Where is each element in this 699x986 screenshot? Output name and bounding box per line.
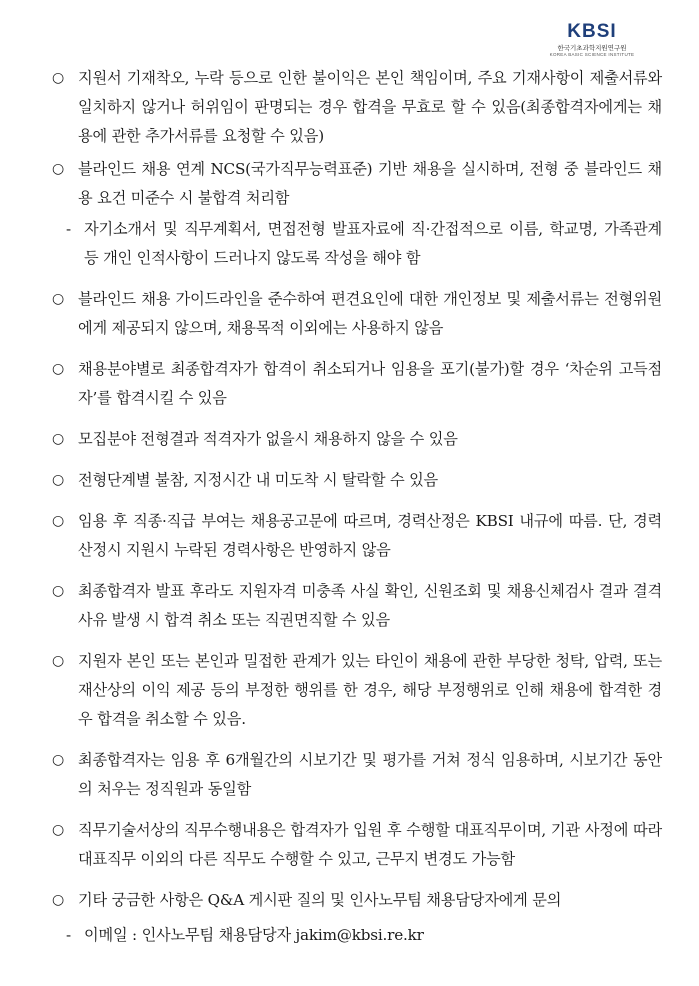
circle-bullet-icon: ○ [52, 431, 65, 447]
circle-bullet-icon: ○ [52, 822, 65, 838]
notice-item [52, 155, 662, 213]
circle-bullet-icon: ○ [52, 70, 65, 86]
notice-item-text: 채용분야별로 최종합격자가 합격이 취소되거나 임용을 포기(불가)할 경우 ‘차순위 고득점자’를 합격시킬 수 있음 [78, 360, 662, 407]
circle-bullet-icon: ○ [52, 752, 65, 768]
circle-bullet-icon: ○ [52, 513, 65, 529]
notice-item-text: 지원자 본인 또는 본인과 밀접한 관계가 있는 타인이 채용에 관한 부당한 청탁, 압력, 또는 재산상의 이익 제공 등의 부정한 행위를 한 경우, 해당 부정행위로 인해 채용에 합격한 경우 합격을 취소할 수 있음. [78, 652, 662, 728]
notice-item [52, 647, 662, 734]
notice-item-text: 임용 후 직종·직급 부여는 채용공고문에 따르며, 경력산정은 KBSI 내규에 따름. 단, 경력산정시 지원시 누락된 경력사항은 반영하지 않음 [78, 512, 662, 559]
notice-item-text: 최종합격자 발표 후라도 지원자격 미충족 사실 확인, 신원조회 및 채용신체검사 결과 결격사유 발생 시 합격 취소 또는 직권면직할 수 있음 [78, 582, 662, 629]
notice-item [52, 886, 662, 915]
notice-item [52, 355, 662, 413]
circle-bullet-icon: ○ [52, 361, 65, 377]
notice-sub-item [52, 921, 662, 950]
notice-item-text: 블라인드 채용 가이드라인을 준수하여 편견요인에 대한 개인정보 및 제출서류는 전형위원에게 제공되지 않으며, 채용목적 이외에는 사용하지 않음 [78, 290, 662, 337]
notice-item-text: 기타 궁금한 사항은 Q&A 게시판 질의 및 인사노무팀 채용담당자에게 문의 [78, 891, 562, 909]
kbsi-logo [537, 22, 647, 58]
circle-bullet-icon: ○ [52, 653, 65, 669]
notice-item [52, 816, 662, 874]
notice-item [52, 507, 662, 565]
notice-sub-item [52, 215, 662, 273]
logo-korean-name: 한국기초과학지원연구원 [557, 44, 627, 52]
circle-bullet-icon: ○ [52, 892, 65, 908]
circle-bullet-icon: ○ [52, 291, 65, 307]
notice-item-text: 최종합격자는 임용 후 6개월간의 시보기간 및 평가를 거쳐 정식 임용하며, 시보기간 동안의 처우는 정직원과 동일함 [78, 751, 662, 798]
logo-english-name: KOREA BASIC SCIENCE INSTITUTE [549, 52, 635, 57]
dash-bullet: - [66, 926, 71, 944]
notice-item [52, 64, 662, 151]
notice-item-text: 지원서 기재착오, 누락 등으로 인한 불이익은 본인 책임이며, 주요 기재사항이 제출서류와 일치하지 않거나 허위임이 판명되는 경우 합격을 무효로 할 수 있음(최종합격자에게는 채용에 관한 추가서류를 요청할 수 있음) [78, 69, 662, 145]
notice-item [52, 466, 662, 495]
notice-sub-item-text: 자기소개서 및 직무계획서, 면접전형 발표자료에 직·간접적으로 이름, 학교명, 가족관계 등 개인 인적사항이 드러나지 않도록 작성을 해야 함 [84, 220, 662, 267]
contact-email-text: 이메일 : 인사노무팀 채용담당자 jakim@kbsi.re.kr [84, 926, 424, 944]
notice-list [52, 64, 662, 950]
notice-item [52, 746, 662, 804]
circle-bullet-icon: ○ [52, 161, 65, 177]
circle-bullet-icon: ○ [52, 583, 65, 599]
notice-item [52, 577, 662, 635]
notice-item [52, 425, 662, 454]
notice-item-text: 전형단계별 불참, 지정시간 내 미도착 시 탈락할 수 있음 [78, 471, 439, 489]
notice-item [52, 285, 662, 343]
logo-mark: KBSI [567, 21, 617, 42]
notice-item-text: 블라인드 채용 연계 NCS(국가직무능력표준) 기반 채용을 실시하며, 전형 중 블라인드 채용 요건 미준수 시 불합격 처리함 [78, 160, 662, 207]
notice-item-text: 직무기술서상의 직무수행내용은 합격자가 입원 후 수행할 대표직무이며, 기관 사정에 따라 대표직무 이외의 다른 직무도 수행할 수 있고, 근무지 변경도 가능함 [78, 821, 662, 868]
circle-bullet-icon: ○ [52, 472, 65, 488]
dash-bullet: - [66, 220, 71, 238]
notice-item-text: 모집분야 전형결과 적격자가 없을시 채용하지 않을 수 있음 [78, 430, 458, 448]
